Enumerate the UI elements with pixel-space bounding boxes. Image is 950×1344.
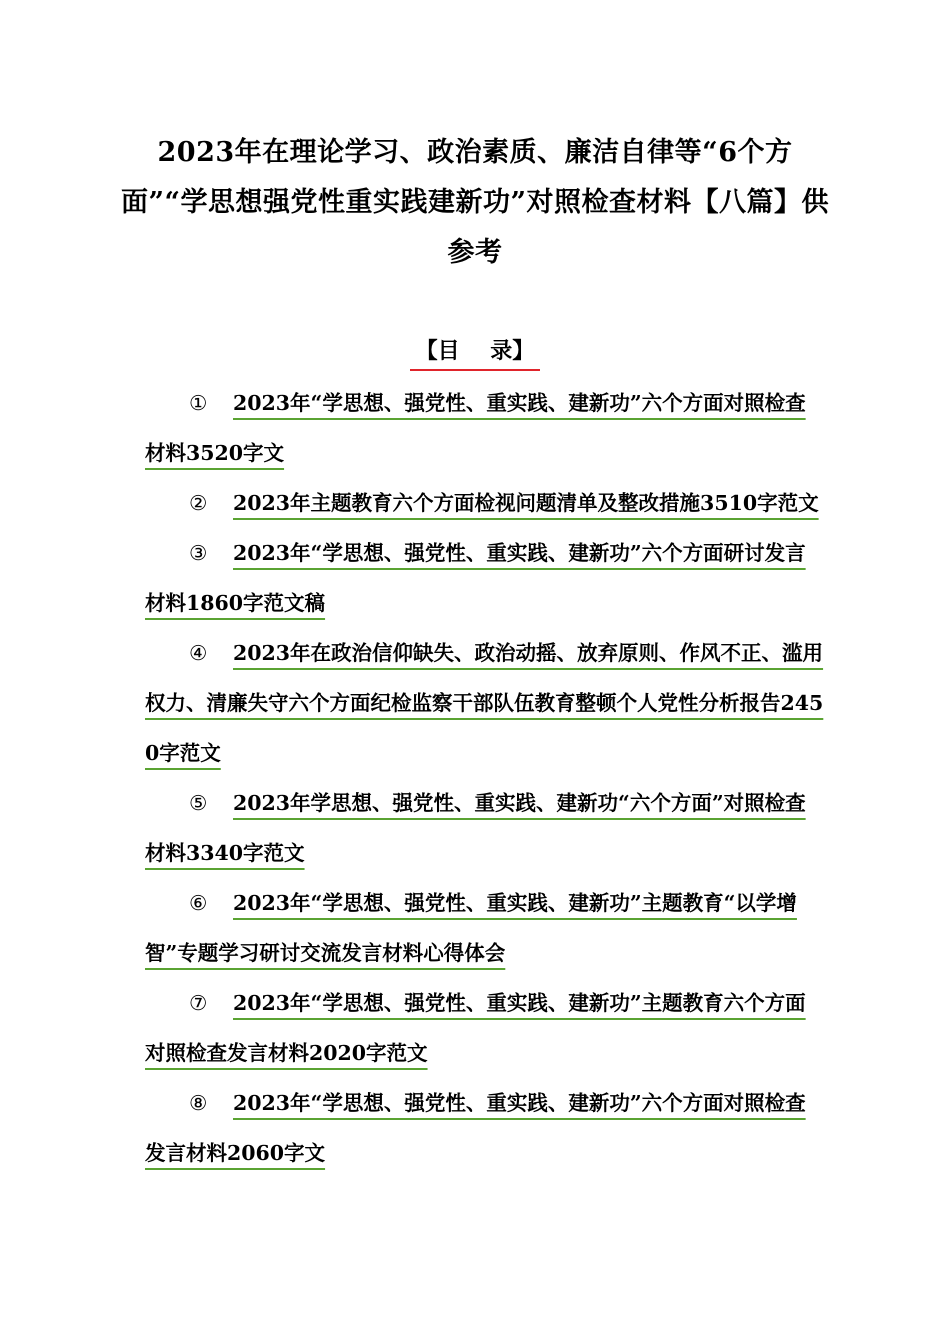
toc-entry[interactable] [145,628,825,778]
toc-heading-text: 【目 录】 [410,335,541,371]
toc-heading [0,335,950,371]
toc-entry-link[interactable]: 2023年在政治信仰缺失、政治动摇、放弃原则、作风不正、滥用权力、清廉失守六个方面纪检监察干部队伍教育整顿个人党性分析报告2450字范文 [145,641,824,765]
table-of-contents [145,378,825,1178]
toc-entry[interactable] [145,528,825,628]
toc-entry[interactable] [145,978,825,1078]
toc-entry-number: ③ [189,541,208,565]
toc-entry[interactable] [145,878,825,978]
toc-entry-link[interactable]: 2023年“学思想、强党性、重实践、建新功”主题教育“以学增智”专题学习研讨交流发言材料心得体会 [145,891,797,965]
toc-entry[interactable] [145,778,825,878]
toc-entry-number: ⑤ [189,791,208,815]
toc-entry[interactable] [145,378,825,478]
toc-entry-number: ⑦ [189,991,208,1015]
toc-entry-link[interactable]: 2023年“学思想、强党性、重实践、建新功”主题教育六个方面对照检查发言材料2020字范文 [145,991,806,1065]
toc-entry-link[interactable]: 2023年“学思想、强党性、重实践、建新功”六个方面研讨发言材料1860字范文稿 [145,541,806,615]
toc-entry-number: ④ [189,641,208,665]
document-title: 2023年在理论学习、政治素质、廉洁自律等“6个方面”“学思想强党性重实践建新功”对照检查材料【八篇】供参考 [120,137,830,268]
toc-entry-number: ② [189,491,208,515]
toc-entry-link[interactable]: 2023年“学思想、强党性、重实践、建新功”六个方面对照检查发言材料2060字文 [145,1091,806,1165]
toc-entry-link[interactable]: 2023年“学思想、强党性、重实践、建新功”六个方面对照检查材料3520字文 [145,391,806,465]
toc-entry-number: ⑧ [189,1091,208,1115]
toc-entry-number: ① [189,391,208,415]
toc-entry-number: ⑥ [189,891,208,915]
toc-entry[interactable] [145,478,825,528]
toc-entry-link[interactable]: 2023年主题教育六个方面检视问题清单及整改措施3510字范文 [233,491,819,515]
toc-entry-link[interactable]: 2023年学思想、强党性、重实践、建新功“六个方面”对照检查材料3340字范文 [145,791,806,865]
toc-entry[interactable] [145,1078,825,1178]
